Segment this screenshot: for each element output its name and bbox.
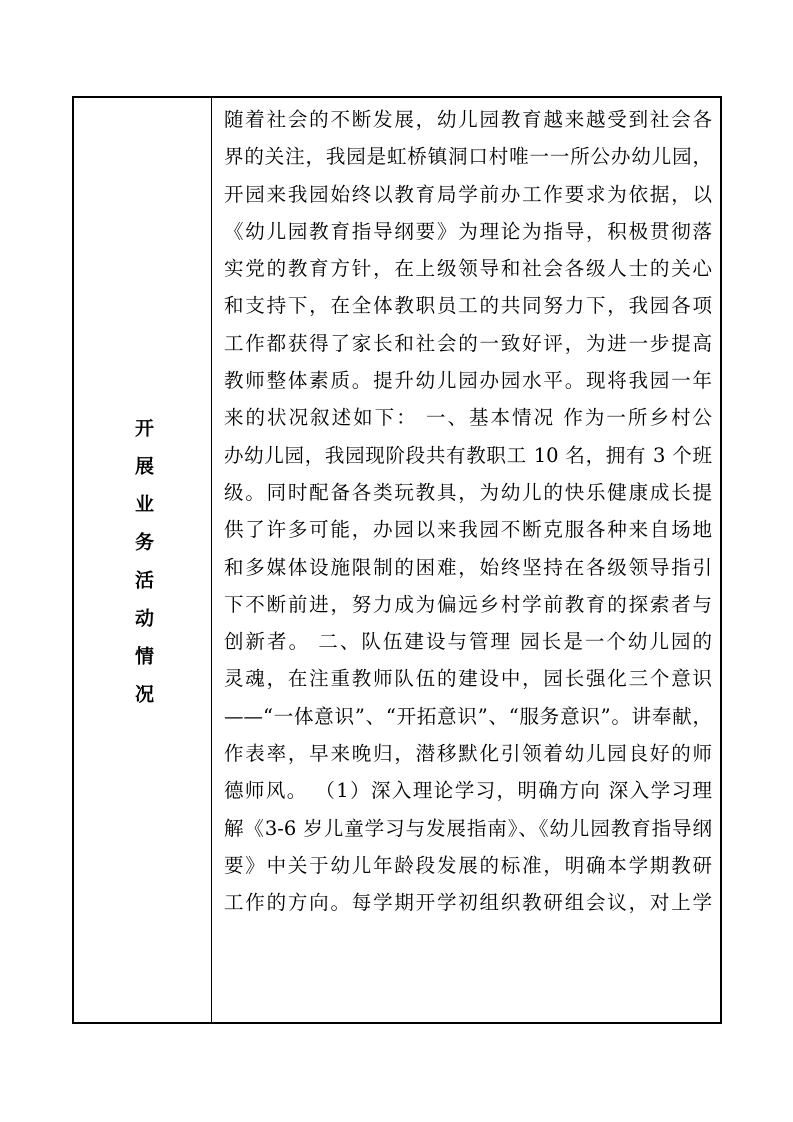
body-line: 解《3-6 岁儿童学习与发展指南》、《幼儿园教育指导纲 <box>224 816 712 840</box>
body-line: 要》中关于幼儿年龄段发展的标准，明确本学期教研 <box>224 853 712 877</box>
body-line: 教师整体素质。提升幼儿园办园水平。现将我园一年 <box>224 369 712 393</box>
body-line: 《幼儿园教育指导纲要》为理论为指导，积极贯彻落 <box>224 219 712 243</box>
body-line: 创新者。 二、队伍建设与管理 园长是一个幼儿园的 <box>224 630 712 654</box>
section-label-cell <box>74 98 212 1022</box>
body-line: 工作的方向。每学期开学初组织教研组会议，对上学 <box>224 891 712 915</box>
body-line: 界的关注，我园是虹桥镇洞口村唯一一所公办幼儿园， <box>224 145 712 169</box>
body-line: 来的状况叙述如下： 一、基本情况 作为一所乡村公 <box>224 406 712 430</box>
body-line: 下不断前进，努力成为偏远乡村学前教育的探索者与 <box>224 592 712 616</box>
body-line: 办幼儿园，我园现阶段共有教职工 10 名，拥有 3 个班 <box>224 443 712 467</box>
body-line: ——“一体意识”、“开拓意识”、“服务意识”。讲奉献， <box>224 704 712 728</box>
body-line: 作表率，早来晚归，潜移默化引领着幼儿园良好的师 <box>224 742 712 766</box>
body-line: 级。同时配备各类玩教具，为幼儿的快乐健康成长提 <box>224 480 712 504</box>
body-line: 供了许多可能，办园以来我园不断克服各种来自场地 <box>224 518 712 542</box>
body-line: 工作都获得了家长和社会的一致好评，为进一步提高 <box>224 331 712 355</box>
body-line: 灵魂，在注重教师队伍的建设中，园长强化三个意识 <box>224 667 712 691</box>
body-line: 随着社会的不断发展，幼儿园教育越来越受到社会各 <box>224 108 712 131</box>
body-line: 德师风。 （1）深入理论学习，明确方向 深入学习理 <box>224 779 712 803</box>
body-line: 开园来我园始终以教育局学前办工作要求为依据，以 <box>224 182 712 206</box>
body-line: 和支持下，在全体教职员工的共同努力下，我园各项 <box>224 294 712 318</box>
section-label: 开展业务活动情况 <box>132 418 154 722</box>
activity-table <box>72 96 722 1024</box>
section-content-cell <box>212 98 720 1022</box>
body-line: 和多媒体设施限制的困难，始终坚持在各级领导指引 <box>224 555 712 579</box>
body-line: 实党的教育方针，在上级领导和社会各级人士的关心 <box>224 257 712 281</box>
